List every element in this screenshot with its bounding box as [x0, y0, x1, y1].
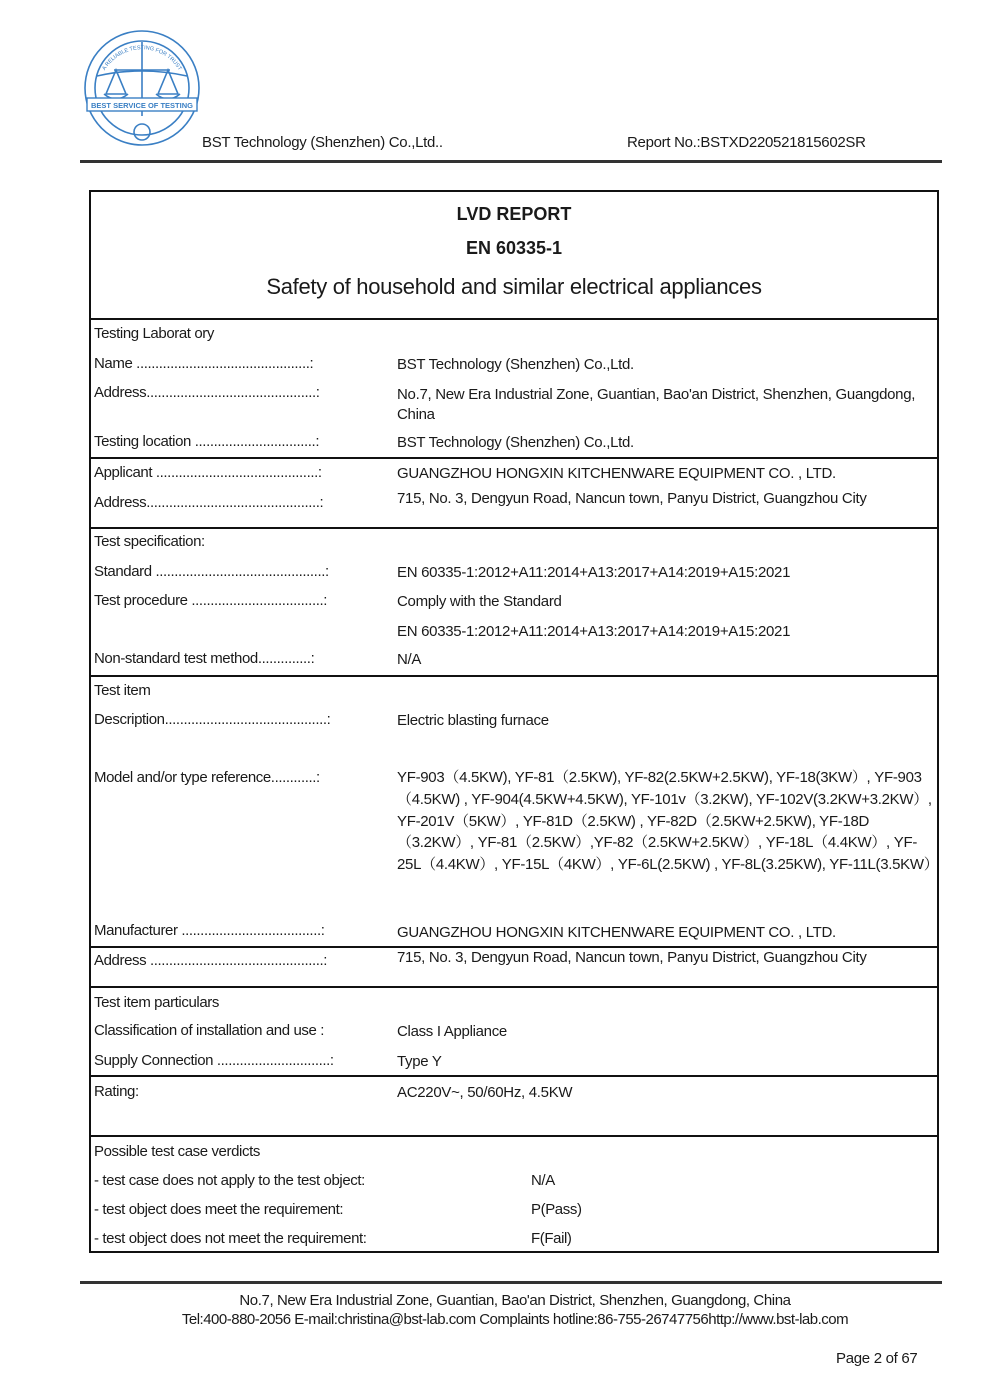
- manufacturer-address-value: 715, No. 3, Dengyun Road, Nancun town, Panyu District, Guangzhou City: [397, 949, 867, 966]
- description-value: Electric blasting furnace: [397, 712, 549, 729]
- verdict-na-value: N/A: [531, 1172, 555, 1189]
- section-heading-testing-laboratory: Testing Laborat ory: [94, 325, 214, 342]
- footer-address: No.7, New Era Industrial Zone, Guantian, Bao'an District, Shenzhen, Guangdong, China: [239, 1292, 791, 1309]
- logo-ring-text: A RELIABLE TESTING FOR TRUST: [101, 45, 183, 72]
- supply-connection-label: Supply Connection ..............................:: [94, 1052, 334, 1069]
- section-divider: [91, 457, 937, 459]
- verdict-pass-label: - test object does meet the requirement:: [94, 1201, 344, 1218]
- standard-label: Standard .............................................:: [94, 563, 329, 580]
- section-heading-test-specification: Test specification:: [94, 533, 205, 550]
- classification-label: Classification of installation and use :: [94, 1022, 324, 1039]
- applicant-value: GUANGZHOU HONGXIN KITCHENWARE EQUIPMENT CO. , LTD.: [397, 465, 836, 482]
- test-procedure-value: Comply with the Standard: [397, 593, 562, 610]
- logo-banner-text: BEST SERVICE OF TESTING: [91, 101, 193, 110]
- footer-divider: [80, 1281, 942, 1284]
- rating-label: Rating:: [94, 1083, 139, 1100]
- supply-connection-value: Type Y: [397, 1053, 442, 1070]
- report-subtitle: Safety of household and similar electrical appliances: [266, 274, 762, 299]
- section-heading-test-item: Test item: [94, 682, 151, 699]
- report-summary-table: [89, 190, 939, 1253]
- header-divider: [80, 160, 942, 163]
- section-divider: [91, 986, 937, 988]
- company-logo: [82, 28, 202, 148]
- section-divider: [91, 1075, 937, 1077]
- lab-name-value: BST Technology (Shenzhen) Co.,Ltd.: [397, 356, 634, 373]
- section-heading-verdicts: Possible test case verdicts: [94, 1143, 260, 1160]
- verdict-fail-label: - test object does not meet the requirement:: [94, 1230, 367, 1247]
- report-number: Report No.:BSTXD220521815602SR: [627, 134, 866, 151]
- model-reference-label: Model and/or type reference............:: [94, 769, 320, 786]
- non-standard-method-value: N/A: [397, 651, 422, 668]
- testing-location-value: BST Technology (Shenzhen) Co.,Ltd.: [397, 434, 634, 451]
- section-divider: [91, 527, 937, 529]
- lab-name-label: Name ..............................................:: [94, 355, 314, 372]
- test-procedure-standard-value: EN 60335-1:2012+A11:2014+A13:2017+A14:2019+A15:2021: [397, 623, 791, 640]
- section-divider: [91, 1135, 937, 1137]
- report-title-block: [91, 192, 937, 320]
- applicant-label: Applicant ...........................................:: [94, 464, 322, 481]
- scales-of-justice-seal-icon: [82, 28, 202, 148]
- verdict-fail-value: F(Fail): [531, 1230, 572, 1247]
- rating-value: AC220V~, 50/60Hz, 4.5KW: [397, 1084, 573, 1101]
- manufacturer-label: Manufacturer .....................................:: [94, 922, 325, 939]
- applicant-address-label: Address..............................................:: [94, 494, 324, 511]
- manufacturer-address-label: Address ..............................................:: [94, 952, 328, 969]
- verdict-na-label: - test case does not apply to the test object:: [94, 1172, 365, 1189]
- testing-location-label: Testing location ................................:: [94, 433, 320, 450]
- description-label: Description...........................................:: [94, 711, 331, 728]
- header-company-name: BST Technology (Shenzhen) Co.,Ltd..: [202, 134, 443, 151]
- non-standard-method-label: Non-standard test method..............:: [94, 650, 315, 667]
- page-number: Page 2 of 67: [836, 1350, 918, 1367]
- section-heading-test-item-particulars: Test item particulars: [94, 994, 219, 1011]
- classification-value: Class I Appliance: [397, 1023, 507, 1040]
- lab-address-value: No.7, New Era Industrial Zone, Guantian, Bao'an District, Shenzhen, Guangdong, China: [397, 386, 916, 423]
- report-standard: EN 60335-1: [465, 238, 563, 258]
- applicant-address-value: 715, No. 3, Dengyun Road, Nancun town, Panyu District, Guangzhou City: [397, 490, 867, 507]
- report-title: LVD REPORT: [456, 204, 572, 224]
- verdict-pass-value: P(Pass): [531, 1201, 582, 1218]
- standard-value: EN 60335-1:2012+A11:2014+A13:2017+A14:2019+A15:2021: [397, 564, 791, 581]
- footer-contact: Tel:400-880-2056 E-mail:christina@bst-lab.com Complaints hotline:86-755-26747756http://www.bst-lab.com: [181, 1311, 849, 1328]
- section-divider: [91, 675, 937, 677]
- model-reference-value: YF-903（4.5KW), YF-81（2.5KW), YF-82(2.5KW+2.5KW), YF-18(3KW）, YF-903（4.5KW) , YF-904(4.5KW+4.5KW), YF-101v（3.2KW), YF-102V(3.2KW+3.2KW）, YF-201V（5KW）, YF-81D（2.5KW) , YF-82D（2.5KW+2.5KW), YF-18D（3.2KW）, YF-81（2.5KW）,YF-82（2.5KW+2.5KW）, YF-18L（4.4KW）, YF-25L（4.4KW）, YF-15L（4KW）, YF-6L(2.5KW) , YF-8L(3.25KW), YF-11L(3.5KW）: [397, 769, 939, 874]
- manufacturer-value: GUANGZHOU HONGXIN KITCHENWARE EQUIPMENT CO. , LTD.: [397, 924, 836, 941]
- test-procedure-label: Test procedure ...................................:: [94, 592, 328, 609]
- lab-address-label: Address.............................................:: [94, 384, 320, 401]
